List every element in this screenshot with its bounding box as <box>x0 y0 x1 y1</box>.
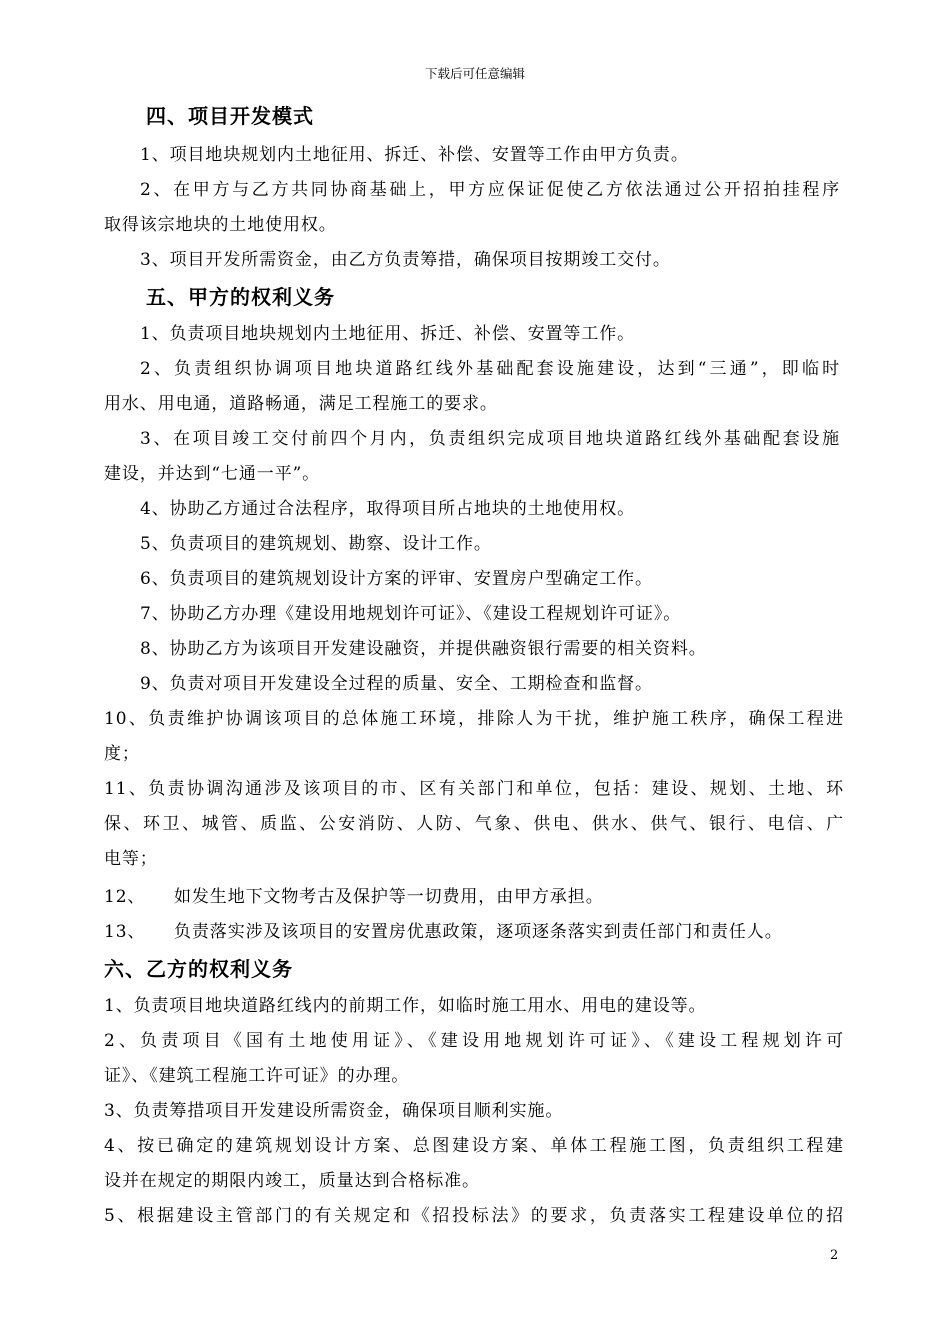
paragraph-line: 电等； <box>104 849 158 869</box>
section-heading-6: 六、乙方的权利义务 <box>104 957 293 981</box>
paragraph-line: 证》、《建筑工程施工许可证》的办理。 <box>104 1066 410 1086</box>
paragraph-line: 3、在项目竣工交付前四个月内，负责组织完成项目地块道路红线外基础配套设施 <box>140 429 840 449</box>
paragraph-line: 1、负责项目地块道路红线内的前期工作，如临时施工用水、用电的建设等。 <box>104 996 707 1016</box>
paragraph-line: 取得该宗地块的土地使用权。 <box>104 215 337 235</box>
paragraph-line: 7、协助乙方办理《建设用地规划许可证》、《建设工程规划许可证》。 <box>140 604 682 624</box>
paragraph-line: 4、协助乙方通过合法程序，取得项目所占地块的土地使用权。 <box>140 499 636 519</box>
page-header: 下载后可任意编辑 <box>424 66 525 81</box>
paragraph-line: 建设，并达到“七通一平”。 <box>104 464 321 484</box>
paragraph-line: 2、负责项目《国有土地使用证》、《建设用地规划许可证》、《建设工程规划许可 <box>104 1031 844 1051</box>
paragraph-line: 10、负责维护协调该项目的总体施工环境，排除人为干扰，维护施工秩序，确保工程进 <box>104 709 844 729</box>
paragraph-line: 11、负责协调沟通涉及该项目的市、区有关部门和单位，包括：建设、规划、土地、环 <box>104 779 844 799</box>
paragraph-line: 3、项目开发所需资金，由乙方负责筹措，确保项目按期竣工交付。 <box>140 250 671 270</box>
paragraph-line: 度； <box>104 744 140 764</box>
paragraph-line: 保、环卫、城管、质监、公安消防、人防、气象、供电、供水、供气、银行、电信、广 <box>104 814 844 834</box>
paragraph-line: 2、在甲方与乙方共同协商基础上，甲方应保证促使乙方依法通过公开招拍挂程序 <box>140 180 840 200</box>
list-number: 12、 <box>104 887 146 907</box>
paragraph-line: 1、项目地块规划内土地征用、拆迁、补偿、安置等工作由甲方负责。 <box>140 145 689 165</box>
section-heading-5: 五、甲方的权利义务 <box>146 285 335 309</box>
paragraph-line: 3、负责筹措项目开发建设所需资金，确保项目顺利实施。 <box>104 1101 564 1121</box>
paragraph-line: 8、协助乙方为该项目开发建设融资，并提供融资银行需要的相关资料。 <box>140 639 707 659</box>
paragraph-line: 5、根据建设主管部门的有关规定和《招投标法》的要求，负责落实工程建设单位的招 <box>104 1206 844 1226</box>
paragraph-line: 4、按已确定的建筑规划设计方案、总图建设方案、单体工程施工图，负责组织工程建 <box>104 1136 844 1156</box>
paragraph-line: 2、负责组织协调项目地块道路红线外基础配套设施建设，达到“三通”，即临时 <box>140 359 840 379</box>
paragraph-line: 1、负责项目地块规划内土地征用、拆迁、补偿、安置等工作。 <box>140 324 636 344</box>
paragraph-line: 9、负责对项目开发建设全过程的质量、安全、工期检查和监督。 <box>140 674 653 694</box>
paragraph-line: 6、负责项目的建筑规划设计方案的评审、安置房户型确定工作。 <box>140 569 653 589</box>
page-number: 2 <box>830 1248 839 1263</box>
paragraph-line: 5、负责项目的建筑规划、勘察、设计工作。 <box>140 534 492 554</box>
paragraph-line: 负责落实涉及该项目的安置房优惠政策，逐项逐条落实到责任部门和责任人。 <box>174 922 783 942</box>
list-number: 13、 <box>104 922 146 942</box>
paragraph-line: 设并在规定的期限内竣工，质量达到合格标准。 <box>104 1171 480 1191</box>
paragraph-line: 如发生地下文物考古及保护等一切费用，由甲方承担。 <box>174 887 604 907</box>
paragraph-line: 用水、用电通，道路畅通，满足工程施工的要求。 <box>104 394 498 414</box>
section-heading-4: 四、项目开发模式 <box>146 104 314 128</box>
